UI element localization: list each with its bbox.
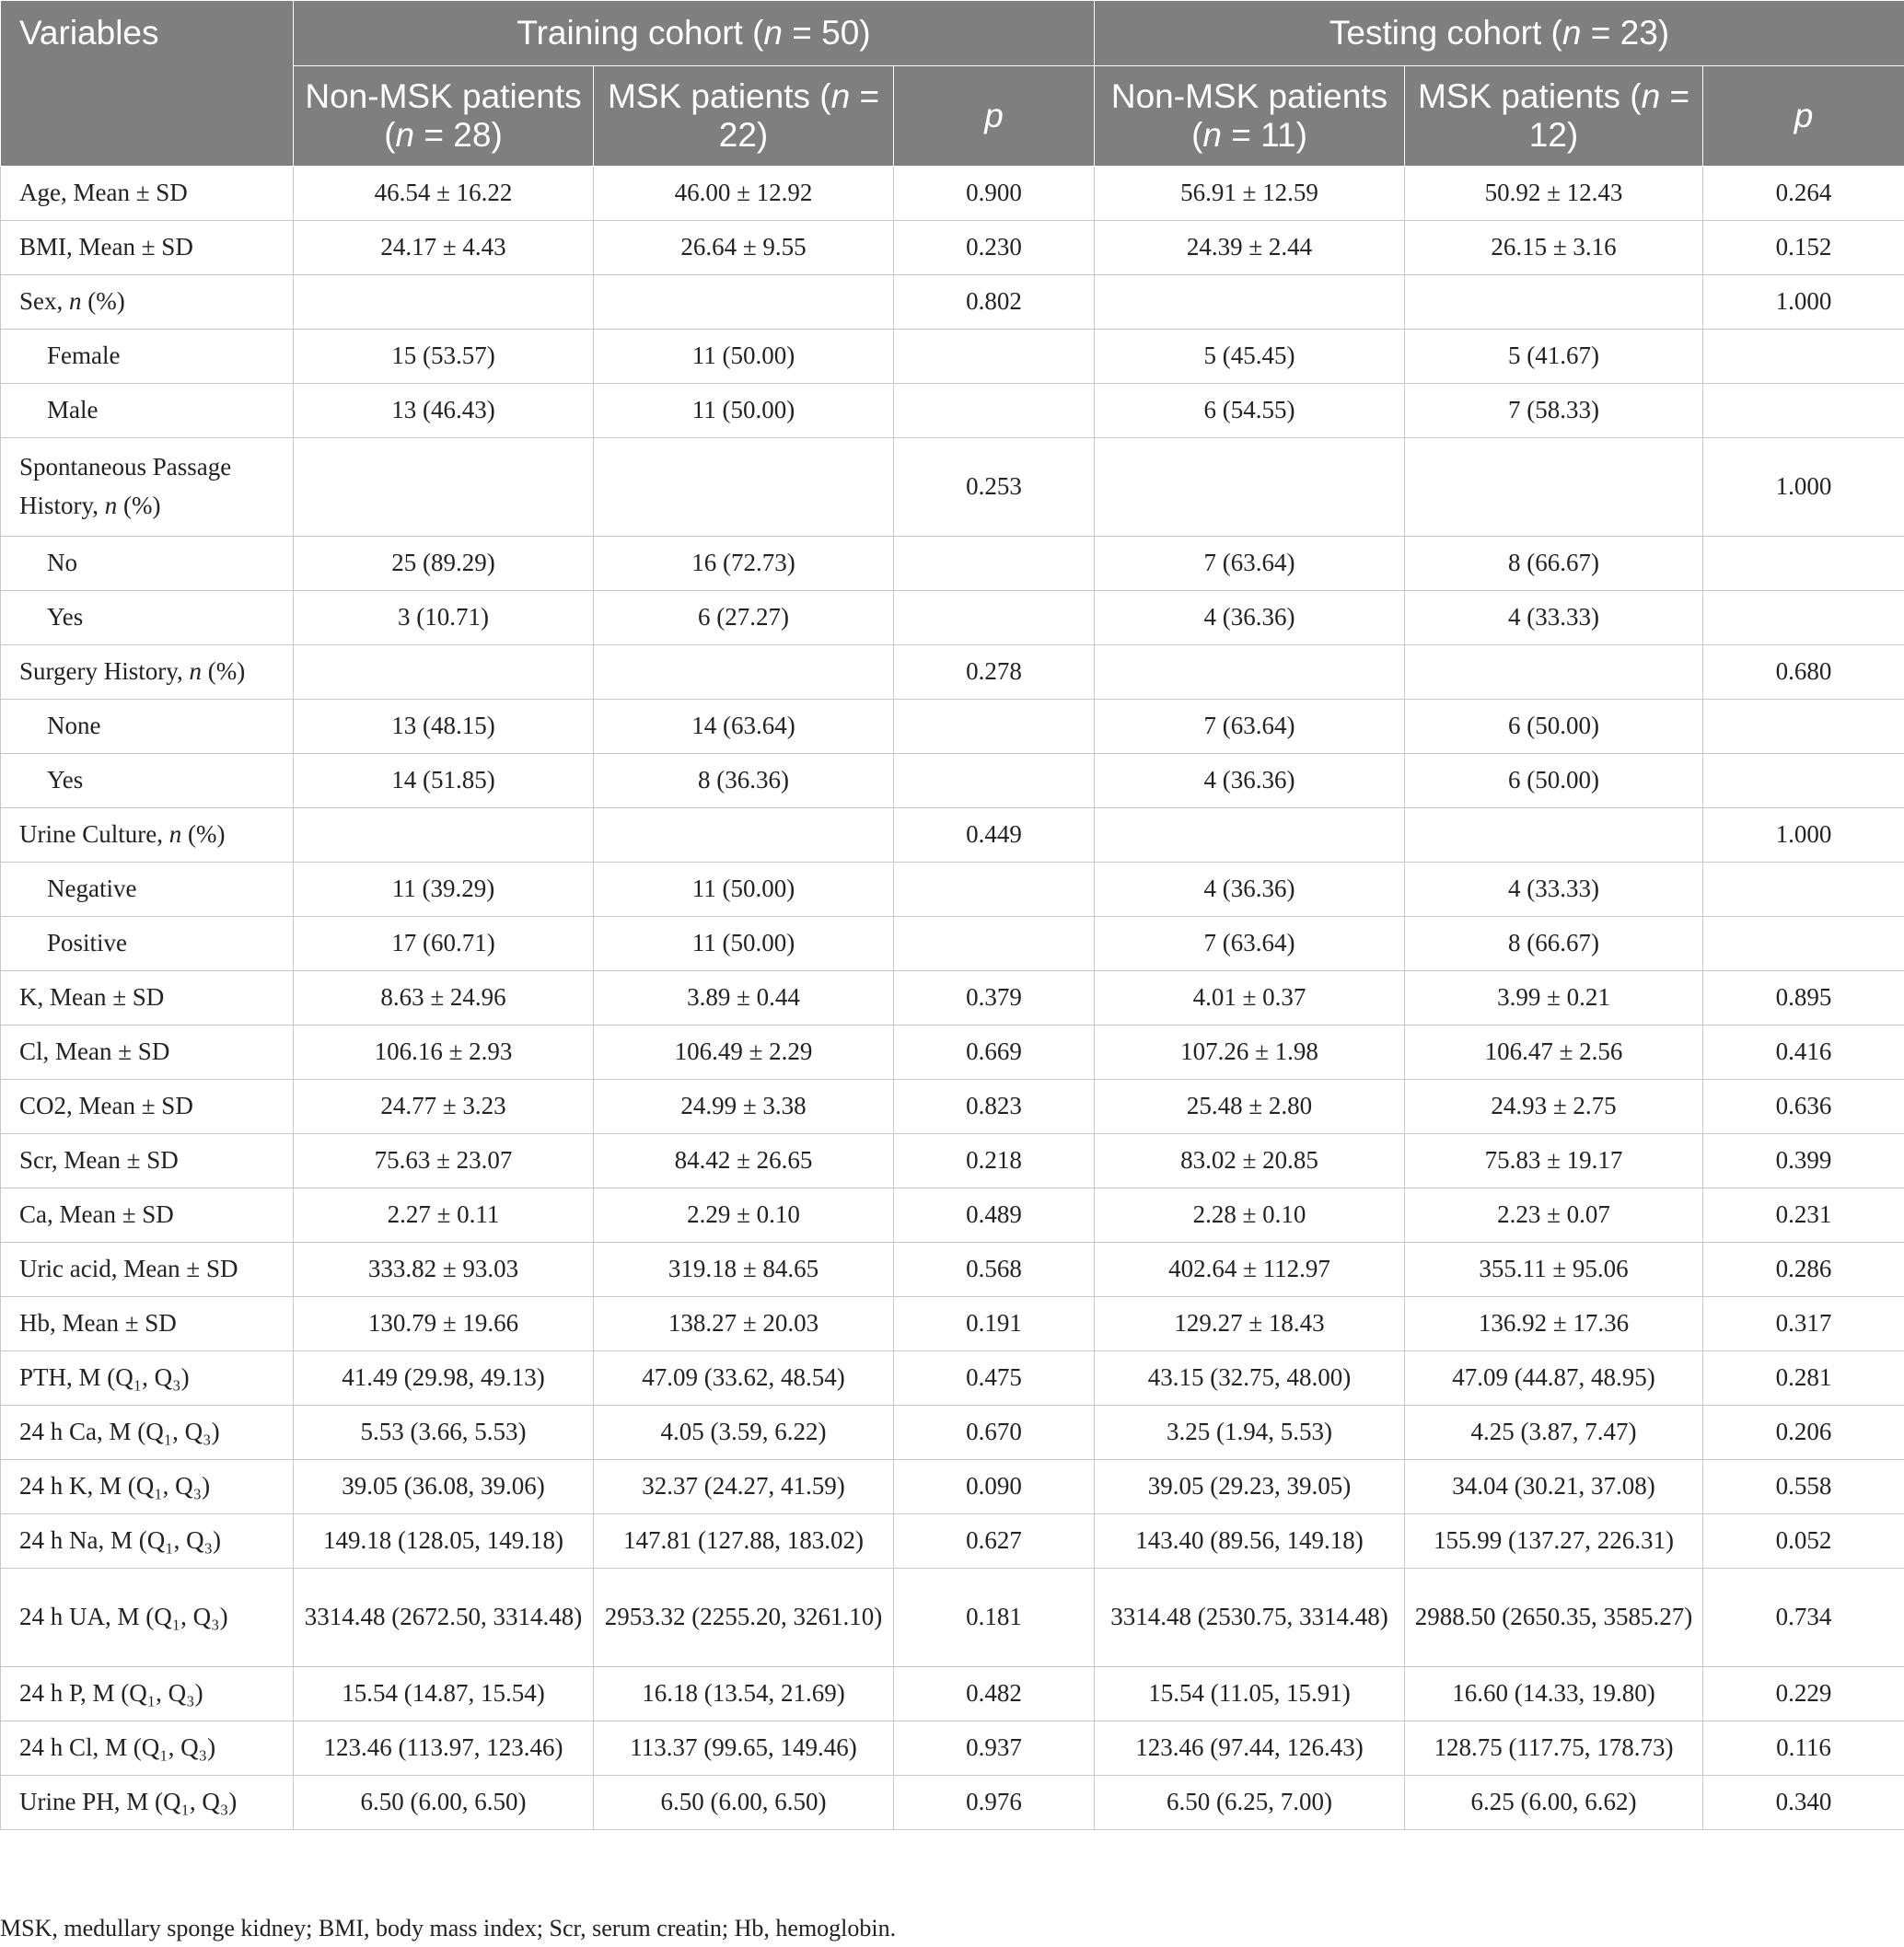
table-cell: 2953.32 (2255.20, 3261.10) (594, 1569, 894, 1667)
table-cell: 7 (63.64) (1095, 917, 1405, 971)
table-cell: 319.18 ± 84.65 (594, 1243, 894, 1297)
table-cell: 25 (89.29) (294, 537, 594, 591)
row-label: Surgery History, n (%) (1, 645, 294, 700)
table-cell: 0.230 (894, 221, 1095, 275)
row-label: Uric acid, Mean ± SD (1, 1243, 294, 1297)
table-cell (294, 808, 594, 863)
table-cell: 3314.48 (2672.50, 3314.48) (294, 1569, 594, 1667)
table-cell: 0.449 (894, 808, 1095, 863)
table-cell: 4.25 (3.87, 7.47) (1405, 1406, 1703, 1460)
table-row (1, 591, 1904, 645)
table-cell (594, 808, 894, 863)
table-cell (1703, 917, 1904, 971)
table-cell: 34.04 (30.21, 37.08) (1405, 1460, 1703, 1514)
table-cell: 0.181 (894, 1569, 1095, 1667)
table-row (1, 1080, 1904, 1134)
table-row (1, 700, 1904, 754)
table-row (1, 971, 1904, 1026)
table-cell: 8 (36.36) (594, 754, 894, 808)
table-cell: 24.17 ± 4.43 (294, 221, 594, 275)
row-label: Cl, Mean ± SD (1, 1026, 294, 1080)
table-cell (894, 754, 1095, 808)
table-cell: 0.052 (1703, 1514, 1904, 1569)
test-msk-header: MSK patients (n = 12) (1405, 66, 1703, 167)
table-cell: 355.11 ± 95.06 (1405, 1243, 1703, 1297)
train-p-header: p (894, 66, 1095, 167)
table-cell (594, 645, 894, 700)
row-label: Negative (1, 863, 294, 917)
table-cell: 1.000 (1703, 438, 1904, 537)
table-cell: 14 (63.64) (594, 700, 894, 754)
table-row (1, 1243, 1904, 1297)
table-cell: 0.568 (894, 1243, 1095, 1297)
table-header (1, 1, 1904, 167)
table-cell: 11 (50.00) (594, 330, 894, 384)
table-cell: 16.60 (14.33, 19.80) (1405, 1667, 1703, 1721)
table-cell: 14 (51.85) (294, 754, 594, 808)
table-cell: 3.89 ± 0.44 (594, 971, 894, 1026)
table-cell (894, 700, 1095, 754)
table-cell: 106.16 ± 2.93 (294, 1026, 594, 1080)
table-cell: 123.46 (97.44, 126.43) (1095, 1721, 1405, 1776)
table-cell: 0.976 (894, 1776, 1095, 1830)
table-cell (894, 917, 1095, 971)
table-cell: 4 (36.36) (1095, 863, 1405, 917)
table-cell: 7 (63.64) (1095, 537, 1405, 591)
table-cell: 0.379 (894, 971, 1095, 1026)
table-row (1, 384, 1904, 438)
table-cell: 3314.48 (2530.75, 3314.48) (1095, 1569, 1405, 1667)
table-cell: 107.26 ± 1.98 (1095, 1026, 1405, 1080)
row-label: Male (1, 384, 294, 438)
row-label: 24 h UA, M (Q₁, Q₃) (1, 1569, 294, 1667)
row-label: 24 h Cl, M (Q₁, Q₃) (1, 1721, 294, 1776)
table-row (1, 1297, 1904, 1351)
table-cell: 84.42 ± 26.65 (594, 1134, 894, 1188)
table-cell: 138.27 ± 20.03 (594, 1297, 894, 1351)
table-row (1, 1026, 1904, 1080)
table-cell: 47.09 (44.87, 48.95) (1405, 1351, 1703, 1406)
table-cell (1703, 591, 1904, 645)
table-cell: 3 (10.71) (294, 591, 594, 645)
table-footnote: MSK, medullary sponge kidney; BMI, body mass index; Scr, serum creatin; Hb, hemoglobin. (0, 1915, 897, 1941)
row-label: Yes (1, 754, 294, 808)
table-cell: 0.680 (1703, 645, 1904, 700)
table-cell: 0.802 (894, 275, 1095, 330)
table-cell (294, 275, 594, 330)
table-cell: 0.229 (1703, 1667, 1904, 1721)
table-cell: 130.79 ± 19.66 (294, 1297, 594, 1351)
table-cell: 6.50 (6.00, 6.50) (594, 1776, 894, 1830)
row-label: Yes (1, 591, 294, 645)
table-row (1, 754, 1904, 808)
table-cell (1405, 275, 1703, 330)
table-row (1, 645, 1904, 700)
table-cell (1095, 438, 1405, 537)
table-cell: 11 (50.00) (594, 917, 894, 971)
table-cell: 0.475 (894, 1351, 1095, 1406)
table-body (1, 167, 1904, 1830)
table-cell: 43.15 (32.75, 48.00) (1095, 1351, 1405, 1406)
table-cell: 123.46 (113.97, 123.46) (294, 1721, 594, 1776)
row-label: 24 h Na, M (Q₁, Q₃) (1, 1514, 294, 1569)
table-cell (1405, 645, 1703, 700)
table-row (1, 1134, 1904, 1188)
table-cell: 129.27 ± 18.43 (1095, 1297, 1405, 1351)
table-cell: 5 (45.45) (1095, 330, 1405, 384)
table-cell: 46.54 ± 16.22 (294, 167, 594, 221)
row-label: Urine Culture, n (%) (1, 808, 294, 863)
table-row (1, 275, 1904, 330)
row-label: 24 h K, M (Q₁, Q₃) (1, 1460, 294, 1514)
table-cell: 17 (60.71) (294, 917, 594, 971)
table-row (1, 537, 1904, 591)
row-label: Female (1, 330, 294, 384)
table-cell: 16 (72.73) (594, 537, 894, 591)
table-cell: 5.53 (3.66, 5.53) (294, 1406, 594, 1460)
table-cell: 56.91 ± 12.59 (1095, 167, 1405, 221)
table-cell: 6 (50.00) (1405, 754, 1703, 808)
table-row (1, 1351, 1904, 1406)
row-label: Scr, Mean ± SD (1, 1134, 294, 1188)
row-label: 24 h P, M (Q₁, Q₃) (1, 1667, 294, 1721)
table-cell: 75.83 ± 19.17 (1405, 1134, 1703, 1188)
table-cell (294, 645, 594, 700)
row-label: Urine PH, M (Q₁, Q₃) (1, 1776, 294, 1830)
table-row (1, 808, 1904, 863)
table-cell: 0.489 (894, 1188, 1095, 1243)
table-cell: 24.93 ± 2.75 (1405, 1080, 1703, 1134)
variables-header: Variables (1, 1, 294, 167)
table-cell: 25.48 ± 2.80 (1095, 1080, 1405, 1134)
table-cell (894, 591, 1095, 645)
table-cell: 2.27 ± 0.11 (294, 1188, 594, 1243)
table-cell (1703, 384, 1904, 438)
table-cell: 106.47 ± 2.56 (1405, 1026, 1703, 1080)
table-cell: 0.317 (1703, 1297, 1904, 1351)
table-cell: 0.399 (1703, 1134, 1904, 1188)
train-non-msk-header: Non-MSK patients (n = 28) (294, 66, 594, 167)
table-cell: 32.37 (24.27, 41.59) (594, 1460, 894, 1514)
table-cell: 75.63 ± 23.07 (294, 1134, 594, 1188)
table-cell: 4 (36.36) (1095, 754, 1405, 808)
table-cell (594, 275, 894, 330)
table-cell: 0.152 (1703, 221, 1904, 275)
table-cell: 333.82 ± 93.03 (294, 1243, 594, 1297)
row-label: No (1, 537, 294, 591)
row-label: Sex, n (%) (1, 275, 294, 330)
table-cell: 0.823 (894, 1080, 1095, 1134)
row-label: BMI, Mean ± SD (1, 221, 294, 275)
row-label: Spontaneous Passage History, n (%) (1, 438, 294, 537)
table-cell: 11 (50.00) (594, 384, 894, 438)
table-cell: 13 (48.15) (294, 700, 594, 754)
table-cell: 4 (33.33) (1405, 863, 1703, 917)
table-cell: 26.64 ± 9.55 (594, 221, 894, 275)
table-cell: 4 (33.33) (1405, 591, 1703, 645)
table-cell: 50.92 ± 12.43 (1405, 167, 1703, 221)
table-cell: 7 (63.64) (1095, 700, 1405, 754)
table-cell: 106.49 ± 2.29 (594, 1026, 894, 1080)
test-p-header: p (1703, 66, 1904, 167)
table-cell: 3.99 ± 0.21 (1405, 971, 1703, 1026)
table-cell: 0.191 (894, 1297, 1095, 1351)
table-cell: 83.02 ± 20.85 (1095, 1134, 1405, 1188)
table-cell: 0.281 (1703, 1351, 1904, 1406)
row-label: 24 h Ca, M (Q₁, Q₃) (1, 1406, 294, 1460)
row-label: Positive (1, 917, 294, 971)
table-cell (1703, 537, 1904, 591)
table-cell: 0.206 (1703, 1406, 1904, 1460)
table-cell (894, 384, 1095, 438)
table-cell: 147.81 (127.88, 183.02) (594, 1514, 894, 1569)
table-cell (1703, 754, 1904, 808)
table-cell: 7 (58.33) (1405, 384, 1703, 438)
table-cell (594, 438, 894, 537)
table-row (1, 1721, 1904, 1776)
row-label: Hb, Mean ± SD (1, 1297, 294, 1351)
table-cell: 0.278 (894, 645, 1095, 700)
table-cell: 0.416 (1703, 1026, 1904, 1080)
table-cell: 8 (66.67) (1405, 917, 1703, 971)
table-cell: 47.09 (33.62, 48.54) (594, 1351, 894, 1406)
table-cell: 24.39 ± 2.44 (1095, 221, 1405, 275)
table-cell: 6.25 (6.00, 6.62) (1405, 1776, 1703, 1830)
table-cell: 0.900 (894, 167, 1095, 221)
table-cell (1095, 808, 1405, 863)
table-cell: 1.000 (1703, 808, 1904, 863)
testing-cohort-header: Testing cohort (n = 23) (1095, 1, 1904, 66)
table-cell: 0.937 (894, 1721, 1095, 1776)
table-row (1, 1569, 1904, 1667)
table-cell: 0.627 (894, 1514, 1095, 1569)
table-cell: 136.92 ± 17.36 (1405, 1297, 1703, 1351)
table-cell: 0.218 (894, 1134, 1095, 1188)
table-cell: 16.18 (13.54, 21.69) (594, 1667, 894, 1721)
table-cell: 0.264 (1703, 167, 1904, 221)
table-cell: 4 (36.36) (1095, 591, 1405, 645)
table-cell (294, 438, 594, 537)
table-cell: 6.50 (6.25, 7.00) (1095, 1776, 1405, 1830)
train-msk-header: MSK patients (n = 22) (594, 66, 894, 167)
table-cell (894, 330, 1095, 384)
table-cell: 8.63 ± 24.96 (294, 971, 594, 1026)
table-cell: 24.77 ± 3.23 (294, 1080, 594, 1134)
table-row (1, 1188, 1904, 1243)
row-label: None (1, 700, 294, 754)
row-label: PTH, M (Q₁, Q₃) (1, 1351, 294, 1406)
table-cell: 4.01 ± 0.37 (1095, 971, 1405, 1026)
table-cell: 8 (66.67) (1405, 537, 1703, 591)
table-cell: 0.734 (1703, 1569, 1904, 1667)
table-cell (1703, 863, 1904, 917)
row-label: CO2, Mean ± SD (1, 1080, 294, 1134)
table-cell: 5 (41.67) (1405, 330, 1703, 384)
table-cell: 0.636 (1703, 1080, 1904, 1134)
training-cohort-header: Training cohort (n = 50) (294, 1, 1095, 66)
table-cell (1405, 438, 1703, 537)
table-cell: 15 (53.57) (294, 330, 594, 384)
table-cell: 3.25 (1.94, 5.53) (1095, 1406, 1405, 1460)
table-cell: 0.670 (894, 1406, 1095, 1460)
table-cell (1703, 330, 1904, 384)
table-row (1, 1514, 1904, 1569)
table-cell: 0.340 (1703, 1776, 1904, 1830)
table-cell: 143.40 (89.56, 149.18) (1095, 1514, 1405, 1569)
table-row (1, 917, 1904, 971)
table-row (1, 1460, 1904, 1514)
table-cell: 2988.50 (2650.35, 3585.27) (1405, 1569, 1703, 1667)
table-row (1, 1406, 1904, 1460)
table-cell: 4.05 (3.59, 6.22) (594, 1406, 894, 1460)
table-row (1, 1667, 1904, 1721)
table-cell: 0.116 (1703, 1721, 1904, 1776)
table-cell: 39.05 (29.23, 39.05) (1095, 1460, 1405, 1514)
table-cell: 0.286 (1703, 1243, 1904, 1297)
table-cell: 15.54 (14.87, 15.54) (294, 1667, 594, 1721)
table-cell (1095, 275, 1405, 330)
table-cell (1703, 700, 1904, 754)
table-cell: 113.37 (99.65, 149.46) (594, 1721, 894, 1776)
test-non-msk-header: Non-MSK patients (n = 11) (1095, 66, 1405, 167)
table-row (1, 438, 1904, 537)
table-cell: 2.28 ± 0.10 (1095, 1188, 1405, 1243)
table-cell: 6.50 (6.00, 6.50) (294, 1776, 594, 1830)
table-cell (894, 537, 1095, 591)
table-cell: 402.64 ± 112.97 (1095, 1243, 1405, 1297)
table-cell: 0.090 (894, 1460, 1095, 1514)
table-row (1, 863, 1904, 917)
table-cell: 15.54 (11.05, 15.91) (1095, 1667, 1405, 1721)
table-cell: 2.23 ± 0.07 (1405, 1188, 1703, 1243)
table-cell: 6 (27.27) (594, 591, 894, 645)
table-cell: 1.000 (1703, 275, 1904, 330)
table-cell: 0.482 (894, 1667, 1095, 1721)
row-label: K, Mean ± SD (1, 971, 294, 1026)
table-cell: 2.29 ± 0.10 (594, 1188, 894, 1243)
table-cell: 11 (50.00) (594, 863, 894, 917)
table-row (1, 1776, 1904, 1830)
table-cell: 0.669 (894, 1026, 1095, 1080)
table-cell: 46.00 ± 12.92 (594, 167, 894, 221)
table-cell (1095, 645, 1405, 700)
table-row (1, 221, 1904, 275)
table-cell: 0.231 (1703, 1188, 1904, 1243)
table-cell: 0.895 (1703, 971, 1904, 1026)
table-cell: 0.558 (1703, 1460, 1904, 1514)
table-cell: 24.99 ± 3.38 (594, 1080, 894, 1134)
table-cell: 39.05 (36.08, 39.06) (294, 1460, 594, 1514)
table-cell (1405, 808, 1703, 863)
row-label: Ca, Mean ± SD (1, 1188, 294, 1243)
table-row (1, 167, 1904, 221)
table-cell: 6 (50.00) (1405, 700, 1703, 754)
table-cell: 128.75 (117.75, 178.73) (1405, 1721, 1703, 1776)
table-cell: 41.49 (29.98, 49.13) (294, 1351, 594, 1406)
table-cell: 11 (39.29) (294, 863, 594, 917)
table-cell: 26.15 ± 3.16 (1405, 221, 1703, 275)
row-label: Age, Mean ± SD (1, 167, 294, 221)
table-cell: 6 (54.55) (1095, 384, 1405, 438)
table-cell: 155.99 (137.27, 226.31) (1405, 1514, 1703, 1569)
table-cell: 149.18 (128.05, 149.18) (294, 1514, 594, 1569)
table-cell: 0.253 (894, 438, 1095, 537)
table-cell: 13 (46.43) (294, 384, 594, 438)
table-row (1, 330, 1904, 384)
table-cell (894, 863, 1095, 917)
